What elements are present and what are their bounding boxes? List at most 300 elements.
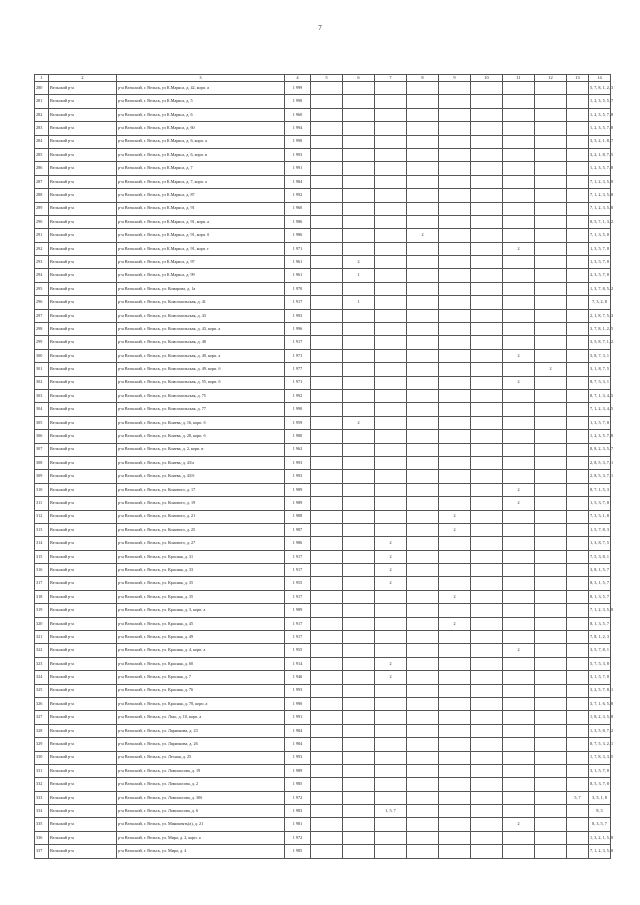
empty-cell (311, 229, 343, 242)
year-cell: 1 971 (285, 349, 311, 362)
district-cell: Вельский р-н (49, 497, 117, 510)
col12-cell (535, 537, 567, 550)
year-cell: 1 917 (285, 590, 311, 603)
empty-cell (311, 122, 343, 135)
district-cell: Вельский р-н (49, 336, 117, 349)
empty-cell (311, 724, 343, 737)
col13-cell (567, 148, 589, 161)
col10-cell (471, 456, 503, 469)
col13-cell (567, 537, 589, 550)
col13-cell: 5, 7 (567, 791, 589, 804)
codes-cell: 7, 1, 2, 3, 5, 8 (589, 845, 611, 858)
col8-cell (407, 831, 439, 844)
col13-cell (567, 604, 589, 617)
year-cell: 1 917 (285, 617, 311, 630)
table-row (35, 818, 611, 831)
header-row (35, 75, 611, 82)
col13-cell (567, 135, 589, 148)
column-header: 9 (439, 75, 471, 82)
col7-cell (375, 189, 407, 202)
empty-cell (311, 443, 343, 456)
col10-cell (471, 175, 503, 188)
col8-cell (407, 711, 439, 724)
col12-cell (535, 657, 567, 670)
col11-cell: 2 (503, 349, 535, 362)
col7-cell (375, 135, 407, 148)
empty-cell (311, 711, 343, 724)
col9-cell (439, 738, 471, 751)
row-number: 319 (35, 604, 49, 617)
address-cell: р-н Вельский, г. Вельск, ул К.Маркса, д. 91 (117, 202, 285, 215)
col6-cell (343, 684, 375, 697)
col8-cell (407, 845, 439, 858)
col6-cell (343, 510, 375, 523)
col9-cell (439, 483, 471, 496)
row-number: 289 (35, 202, 49, 215)
col11-cell (503, 122, 535, 135)
district-cell: Вельский р-н (49, 644, 117, 657)
address-cell: р-н Вельский, г. Вельск, ул. Комсомольская, д. 75 (117, 389, 285, 402)
year-cell: 1 971 (285, 376, 311, 389)
empty-cell (311, 242, 343, 255)
district-cell: Вельский р-н (49, 135, 117, 148)
codes-cell: 7, 1, 2, 3, 5, 8 (589, 604, 611, 617)
district-cell: Вельский р-н (49, 376, 117, 389)
codes-cell: 1, 3, 5, 7, 8 (589, 242, 611, 255)
table-row (35, 202, 611, 215)
col6-cell (343, 309, 375, 322)
table-row (35, 483, 611, 496)
empty-cell (311, 671, 343, 684)
empty-cell (311, 831, 343, 844)
col13-cell (567, 497, 589, 510)
col7-cell (375, 684, 407, 697)
district-cell: Вельский р-н (49, 122, 117, 135)
col13-cell (567, 456, 589, 469)
district-cell: Вельский р-н (49, 791, 117, 804)
col9-cell: 2 (439, 510, 471, 523)
district-cell: Вельский р-н (49, 711, 117, 724)
row-number: 291 (35, 229, 49, 242)
col13-cell (567, 309, 589, 322)
col7-cell (375, 148, 407, 161)
col11-cell (503, 430, 535, 443)
col9-cell (439, 336, 471, 349)
col12-cell (535, 256, 567, 269)
address-cell: р-н Вельский, г. Вельск, ул. Конового, д. 19 (117, 497, 285, 510)
codes-cell: 1, 3, 7, 8, 5, 2 (589, 282, 611, 295)
year-cell: 1 993 (285, 309, 311, 322)
col8-cell (407, 564, 439, 577)
col9-cell (439, 564, 471, 577)
col10-cell (471, 242, 503, 255)
col6-cell (343, 537, 375, 550)
col12-cell (535, 336, 567, 349)
col9-cell (439, 497, 471, 510)
col13-cell (567, 376, 589, 389)
empty-cell (311, 282, 343, 295)
row-number: 301 (35, 363, 49, 376)
row-number: 318 (35, 590, 49, 603)
col11-cell (503, 148, 535, 161)
row-number: 330 (35, 751, 49, 764)
row-number: 315 (35, 550, 49, 563)
col8-cell (407, 95, 439, 108)
col9-cell (439, 778, 471, 791)
empty-cell (311, 845, 343, 858)
codes-cell: 3, 5, 8, 7, 1, 2 (589, 336, 611, 349)
col9-cell: 2 (439, 617, 471, 630)
col11-cell (503, 470, 535, 483)
col6-cell (343, 376, 375, 389)
table-row (35, 577, 611, 590)
district-cell: Вельский р-н (49, 456, 117, 469)
col11-cell (503, 805, 535, 818)
col6-cell: 1 (343, 296, 375, 309)
district-cell: Вельский р-н (49, 764, 117, 777)
col7-cell (375, 296, 407, 309)
table-row (35, 122, 611, 135)
col7-cell (375, 376, 407, 389)
empty-cell (311, 577, 343, 590)
row-number: 334 (35, 805, 49, 818)
col9-cell (439, 577, 471, 590)
col11-cell (503, 711, 535, 724)
table-row (35, 175, 611, 188)
address-cell: р-н Вельский, г. Вельск, ул. Конева, д. 43/а (117, 456, 285, 469)
col7-cell (375, 162, 407, 175)
col10-cell (471, 403, 503, 416)
address-cell: р-н Вельский, г. Вельск, ул К.Маркса, д. 6 (117, 108, 285, 121)
col9-cell: 2 (439, 523, 471, 536)
address-cell: р-н Вельский, г. Вельск, ул К.Маркса, д. 91, корп. а (117, 215, 285, 228)
col12-cell (535, 523, 567, 536)
col6-cell (343, 577, 375, 590)
column-header: 14 (589, 75, 611, 82)
col12-cell (535, 831, 567, 844)
col13-cell (567, 724, 589, 737)
district-cell: Вельский р-н (49, 751, 117, 764)
col12-cell (535, 389, 567, 402)
empty-cell (311, 376, 343, 389)
row-number: 297 (35, 309, 49, 322)
row-number: 320 (35, 617, 49, 630)
codes-cell: 1, 3, 5, 7, 8 (589, 416, 611, 429)
row-number: 280 (35, 82, 49, 95)
year-cell: 1 993 (285, 456, 311, 469)
col11-cell (503, 416, 535, 429)
column-header: 1 (35, 75, 49, 82)
row-number: 303 (35, 389, 49, 402)
col8-cell (407, 764, 439, 777)
row-number: 326 (35, 697, 49, 710)
district-cell: Вельский р-н (49, 604, 117, 617)
empty-cell (311, 95, 343, 108)
col11-cell (503, 631, 535, 644)
col11-cell (503, 845, 535, 858)
col6-cell (343, 483, 375, 496)
col13-cell (567, 523, 589, 536)
district-cell: Вельский р-н (49, 175, 117, 188)
year-cell: 1 996 (285, 323, 311, 336)
col13-cell (567, 778, 589, 791)
empty-cell (311, 256, 343, 269)
year-cell: 1 991 (285, 162, 311, 175)
col11-cell (503, 590, 535, 603)
row-number: 290 (35, 215, 49, 228)
empty-cell (311, 135, 343, 148)
col11-cell (503, 778, 535, 791)
col9-cell (439, 162, 471, 175)
codes-cell: 3, 2, 5, 7, 8, 1 (589, 684, 611, 697)
codes-cell: 5, 8, 7, 3, 1 (589, 349, 611, 362)
col10-cell (471, 537, 503, 550)
col7-cell (375, 309, 407, 322)
col12-cell (535, 845, 567, 858)
col8-cell (407, 443, 439, 456)
col8-cell (407, 456, 439, 469)
year-cell: 1 970 (285, 282, 311, 295)
table-row (35, 644, 611, 657)
address-cell: р-н Вельский, г. Вельск, ул. Конева, д. 28, корп. б (117, 430, 285, 443)
empty-cell (311, 456, 343, 469)
row-number: 285 (35, 148, 49, 161)
address-cell: р-н Вельский, г. Вельск, ул. Комсомольская, д. 48 (117, 336, 285, 349)
col10-cell (471, 363, 503, 376)
col8-cell (407, 778, 439, 791)
col12-cell (535, 791, 567, 804)
district-cell: Вельский р-н (49, 148, 117, 161)
col7-cell (375, 403, 407, 416)
col12-cell (535, 470, 567, 483)
col12-cell (535, 349, 567, 362)
col9-cell (439, 831, 471, 844)
col11-cell: 2 (503, 242, 535, 255)
codes-cell: 7, 5, 3, 8, 1 (589, 550, 611, 563)
col7-cell (375, 430, 407, 443)
col10-cell (471, 724, 503, 737)
codes-cell: 1, 2, 3, 5, 5, 7 (589, 95, 611, 108)
empty-cell (311, 644, 343, 657)
row-number: 322 (35, 644, 49, 657)
table-row (35, 416, 611, 429)
col9-cell (439, 711, 471, 724)
col6-cell (343, 818, 375, 831)
col10-cell (471, 470, 503, 483)
col10-cell (471, 550, 503, 563)
col7-cell (375, 738, 407, 751)
register-table (34, 74, 614, 859)
district-cell: Вельский р-н (49, 564, 117, 577)
col12-cell (535, 229, 567, 242)
year-cell: 1 993 (285, 684, 311, 697)
col9-cell (439, 229, 471, 242)
year-cell: 1 917 (285, 631, 311, 644)
codes-cell: 1, 5, 7, 8, 3 (589, 523, 611, 536)
col13-cell (567, 644, 589, 657)
col7-cell (375, 523, 407, 536)
col10-cell (471, 162, 503, 175)
table-row (35, 845, 611, 858)
col7-cell (375, 845, 407, 858)
table-row (35, 564, 611, 577)
district-cell: Вельский р-н (49, 523, 117, 536)
col11-cell (503, 724, 535, 737)
col7-cell (375, 456, 407, 469)
codes-cell: 1, 7, 8, 3, 3, 5 (589, 751, 611, 764)
col8-cell (407, 697, 439, 710)
col12-cell (535, 577, 567, 590)
codes-cell: 7, 1, 2, 3, 5, 8 (589, 189, 611, 202)
col7-cell (375, 483, 407, 496)
row-number: 283 (35, 122, 49, 135)
row-number: 298 (35, 323, 49, 336)
codes-cell: 7, 1, 2, 3, 4, 5 (589, 403, 611, 416)
codes-cell: 3, 1, 8, 7, 5 (589, 363, 611, 376)
empty-cell (311, 791, 343, 804)
col8-cell (407, 604, 439, 617)
table-row (35, 242, 611, 255)
year-cell: 1 985 (285, 845, 311, 858)
district-cell: Вельский р-н (49, 416, 117, 429)
address-cell: р-н Вельский, г. Вельск, ул. Комсомольская, д. 43, корп. а (117, 323, 285, 336)
col12-cell (535, 711, 567, 724)
codes-cell: 7, 3, 5, 1, 8 (589, 510, 611, 523)
table-row (35, 82, 611, 95)
district-cell: Вельский р-н (49, 510, 117, 523)
col11-cell: 2 (503, 497, 535, 510)
row-number: 310 (35, 483, 49, 496)
col9-cell (439, 376, 471, 389)
col9-cell (439, 805, 471, 818)
codes-cell: 8, 3 (589, 805, 611, 818)
col6-cell (343, 831, 375, 844)
col12-cell (535, 631, 567, 644)
col6-cell (343, 590, 375, 603)
col6-cell (343, 175, 375, 188)
table-row (35, 657, 611, 670)
col13-cell (567, 751, 589, 764)
col12-cell (535, 510, 567, 523)
col12-cell (535, 778, 567, 791)
row-number: 336 (35, 831, 49, 844)
empty-cell (311, 778, 343, 791)
col6-cell (343, 242, 375, 255)
col10-cell (471, 791, 503, 804)
col12-cell (535, 162, 567, 175)
col12-cell (535, 416, 567, 429)
col12-cell (535, 189, 567, 202)
address-cell: р-н Вельский, г. Вельск, ул К.Маркса, д. 7 (117, 162, 285, 175)
col12-cell (535, 430, 567, 443)
col13-cell (567, 470, 589, 483)
table-row (35, 590, 611, 603)
year-cell: 1 991 (285, 711, 311, 724)
col13-cell (567, 82, 589, 95)
codes-cell: 3, 1, 5, 7, 8 (589, 671, 611, 684)
col9-cell (439, 122, 471, 135)
col9-cell (439, 764, 471, 777)
address-cell: р-н Вельский, г. Вельск, ул. Мира, д. 4 (117, 845, 285, 858)
col8-cell (407, 162, 439, 175)
col11-cell: 2 (503, 376, 535, 389)
empty-cell (311, 537, 343, 550)
codes-cell: 8, 7, 1, 5, 3 (589, 483, 611, 496)
col8-cell (407, 363, 439, 376)
col13-cell (567, 443, 589, 456)
codes-cell: 3, 5, 7, 8, 1 (589, 644, 611, 657)
col7-cell (375, 349, 407, 362)
col8-cell (407, 108, 439, 121)
empty-cell (311, 416, 343, 429)
col6-cell (343, 751, 375, 764)
col8-cell (407, 510, 439, 523)
empty-cell (311, 617, 343, 630)
col10-cell (471, 738, 503, 751)
col13-cell (567, 256, 589, 269)
col10-cell (471, 108, 503, 121)
address-cell: р-н Вельский, г. Вельск, ул. Красная, д. 49 (117, 631, 285, 644)
col6-cell (343, 631, 375, 644)
address-cell: р-н Вельский, г. Вельск, ул. Комсомольская, д. 49, корп. а (117, 349, 285, 362)
row-number: 332 (35, 778, 49, 791)
col8-cell (407, 644, 439, 657)
col13-cell (567, 564, 589, 577)
col12-cell (535, 456, 567, 469)
col12-cell (535, 202, 567, 215)
year-cell: 1 989 (285, 604, 311, 617)
col10-cell (471, 202, 503, 215)
col10-cell (471, 416, 503, 429)
codes-cell: 3, 2, 1, 8, 7, 5 (589, 148, 611, 161)
col6-cell (343, 148, 375, 161)
column-header: 4 (285, 75, 311, 82)
col12-cell (535, 497, 567, 510)
col7-cell (375, 82, 407, 95)
empty-cell (311, 497, 343, 510)
row-number: 294 (35, 269, 49, 282)
col11-cell (503, 202, 535, 215)
col12-cell (535, 590, 567, 603)
col7-cell (375, 416, 407, 429)
year-cell: 1 959 (285, 416, 311, 429)
row-number: 328 (35, 724, 49, 737)
address-cell: р-н Вельский, г. Вельск, ул К.Маркса, д. 6, корп. а (117, 135, 285, 148)
col9-cell (439, 135, 471, 148)
col11-cell (503, 510, 535, 523)
col10-cell (471, 764, 503, 777)
col9-cell (439, 148, 471, 161)
col13-cell (567, 845, 589, 858)
row-number: 284 (35, 135, 49, 148)
col9-cell (439, 202, 471, 215)
year-cell: 1 993 (285, 470, 311, 483)
table-row (35, 671, 611, 684)
codes-cell: 7, 8, 1, 2, 3 (589, 631, 611, 644)
col7-cell (375, 497, 407, 510)
col9-cell (439, 403, 471, 416)
col12-cell (535, 805, 567, 818)
col11-cell (503, 604, 535, 617)
col6-cell (343, 189, 375, 202)
col6-cell (343, 456, 375, 469)
address-cell: р-н Вельский, г. Вельск, ул К.Маркса, д. 42, корп. а (117, 82, 285, 95)
codes-cell: 1, 2, 3, 5, 7, 8 (589, 162, 611, 175)
codes-cell: 8, 7, 5, 3, 2, 1 (589, 738, 611, 751)
column-header: 10 (471, 75, 503, 82)
col8-cell (407, 590, 439, 603)
year-cell: 1 971 (285, 242, 311, 255)
